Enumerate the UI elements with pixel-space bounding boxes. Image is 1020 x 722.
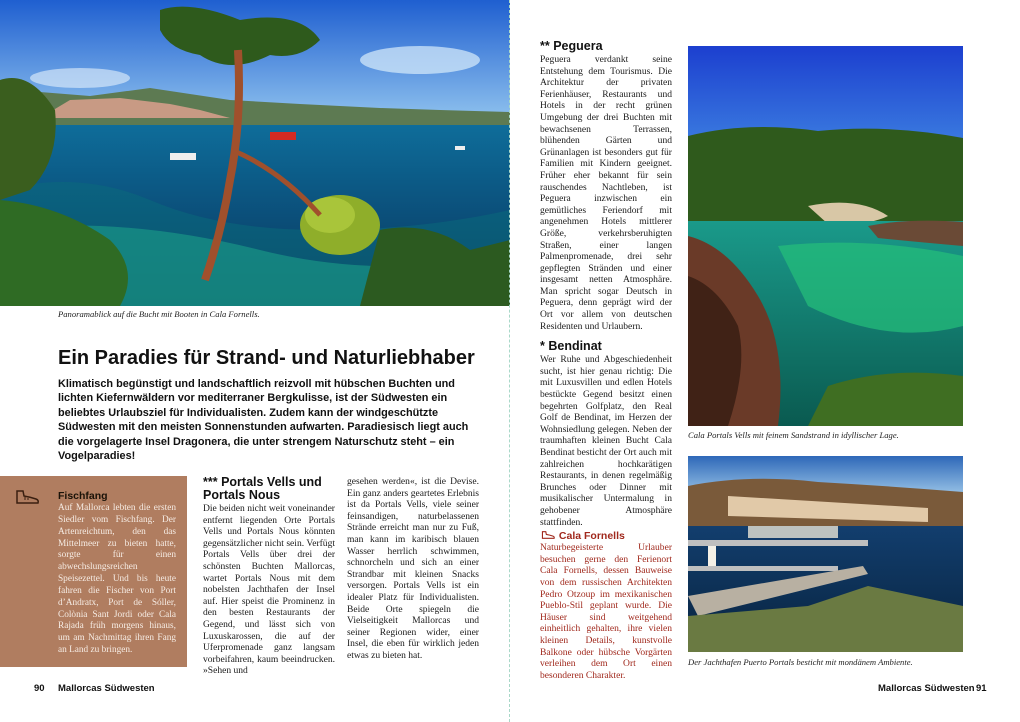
cove-photo [688, 46, 963, 426]
intro-text: Klimatisch begünstigt und landschaftlich reizvoll mit hübschen Buchten und lichten Kiefernwäldern vor mediterraner Bergkulisse, ist der Südwesten ein beliebtes Urlaubsziel für Individualisten. Zudem kann der windgeschützte Südwesten mit den meisten Sonnenstunden aufwarten. Paradiesisch liegt auch die vorgelagerte Insel Dragonera, die unter strengem Naturschutz steht – ein Vogelparadies! [58, 378, 469, 463]
box-text: Auf Mallorca lebten die ersten Siedler vom Fischfang. Der Artenreichtum, den das Mittelmeer zu bieten hatte, sorgte für einen abwechslungsreichen Speisezettel. Und bis heute fahren die Fischer von Port d’Andratx, Port de Sóller, Colònia Sant Jordi oder Cala Rajada früh morgens hinaus, um am Nachmittag ihren Fang an Land zu bringen. [58, 503, 176, 656]
tip-title-text: Cala Fornells [558, 530, 625, 543]
section-text-bendinat: Wer Ruhe und Abgeschiedenheit sucht, ist hier genau richtig: Die mit Luxusvillen und edlen Hotels bestückte Gegend besitzt einen begehrten Golfplatz, den Real Golf de Bendinat, im Herzen der Wohnsiedlung gelegen. Neben der traumhaften kleinen Bucht Cala Bendinat besticht der Ort auch mit zahlreichen hochkarätigen Restaurants, in denen regelmäßig Brunches oder Dinner mit musikalischer Untermalung in gehobener Atmosphäre stattfinden. [540, 354, 672, 528]
footer-title-left: Mallorcas Südwesten [58, 683, 155, 694]
cove-caption: Cala Portals Vells mit feinem Sandstrand in idyllischer Lage. [688, 430, 899, 440]
bay-photo [0, 0, 510, 306]
info-box [0, 476, 187, 667]
section-title-bendinat: * Bendinat [540, 339, 602, 354]
box-title: Fischfang [58, 490, 108, 502]
footer-title-right: Mallorcas Südwesten [878, 683, 975, 694]
column-portals-1 [203, 476, 335, 677]
tip-title [540, 530, 672, 542]
section-title-peguera: ** Peguera [540, 39, 603, 53]
harbour-caption: Der Jachthafen Puerto Portals besticht mit mondänem Ambiente. [688, 657, 913, 667]
text-column-right [540, 40, 672, 681]
shoe-icon [14, 488, 40, 506]
tip-text: Naturbegeisterte Urlauber besuchen gerne den Ferienort Cala Fornells, dessen Bauweise von dem russischen Architekten Pedro Otzoup im mexikanischen Pueblo-Stil geplant wurde. Die Häuser sind weitgehend einheitlich gehalten, ihre vielen kleinen Details, kunstvolle Balkone oder hübsche Vorgärten verleihen dem Ort einen besonderen Charakter. [540, 542, 672, 681]
section-text-peguera: Peguera verdankt seine Entstehung dem Tourismus. Die Architektur der privaten Ferienhäuser, Restaurants und Hotels in der recht grünen Umgebung der drei Buchten mit bewachsenen Terrassen, blühenden Gärten und Grünanlagen ist besonders gut für Familien mit Kindern geeignet. Früher eher bekannt für sein rauschendes Nachtleben, ist Peguera inzwischen ein gemütliches Feriendorf mit angenehmen Hotels mittlerer Größe, verkehrsberuhigten Straßen, einer langen Palmenpromenade, drei sehr gepflegten Stränden und einer insgesamt netten Atmosphäre. Man spricht sogar Deutsch in Peguera, denn geprägt wird der Ort vor allem von deutschen Residenten und Urlaubern. [540, 54, 672, 332]
section-text-portals-cont: gesehen werden«, ist die Devise. Ein ganz anders geartetes Erlebnis ist da Portals Vells, viele seiner feinsandigen, naturbelassenen Strände erreicht man nur zu Fuß, man kann im karibisch blauen Wasser herrlich schwimmen, schnorcheln und sich an einer Strandbar mit kleinen Snacks versorgen. Portals Vells ist ein idealer Platz für Individualisten. Beide Orte spiegeln die Vielseitigkeit Mallorcas und seiner Regionen wider, einer Insel, die eben für wirklich jeden etwas zu bieten hat. [347, 476, 479, 661]
column-portals-2 [347, 476, 479, 662]
right-page [510, 0, 1020, 722]
page-headline: Ein Paradies für Strand- und Naturliebhaber [58, 347, 475, 369]
page-number-right: 91 [976, 683, 987, 694]
section-text-portals: Die beiden nicht weit voneinander entfernt liegenden Orte Portals Vells und Portals Nous könnten gegensätzlicher nicht sein. Verfügt Portals Vells über drei der schönsten Buchten Mallorcas, wartet Portals Nous mit dem nobelsten Jachthafen der Insel auf. Hier speist die Prominenz in den besten Restaurants der Gegend, und lässt sich von Luxuskarossen, die auf der Uferpromenade ganz langsam vorbeifahren, kaum beeindrucken. »Sehen und [203, 503, 335, 677]
harbour-photo [688, 456, 963, 652]
shoe-icon [540, 530, 556, 540]
section-title-portals: *** Portals Vells und Portals Nous [203, 475, 322, 502]
page-number-left: 90 [34, 683, 45, 694]
photo-caption: Panoramablick auf die Bucht mit Booten in Cala Fornells. [58, 309, 260, 319]
